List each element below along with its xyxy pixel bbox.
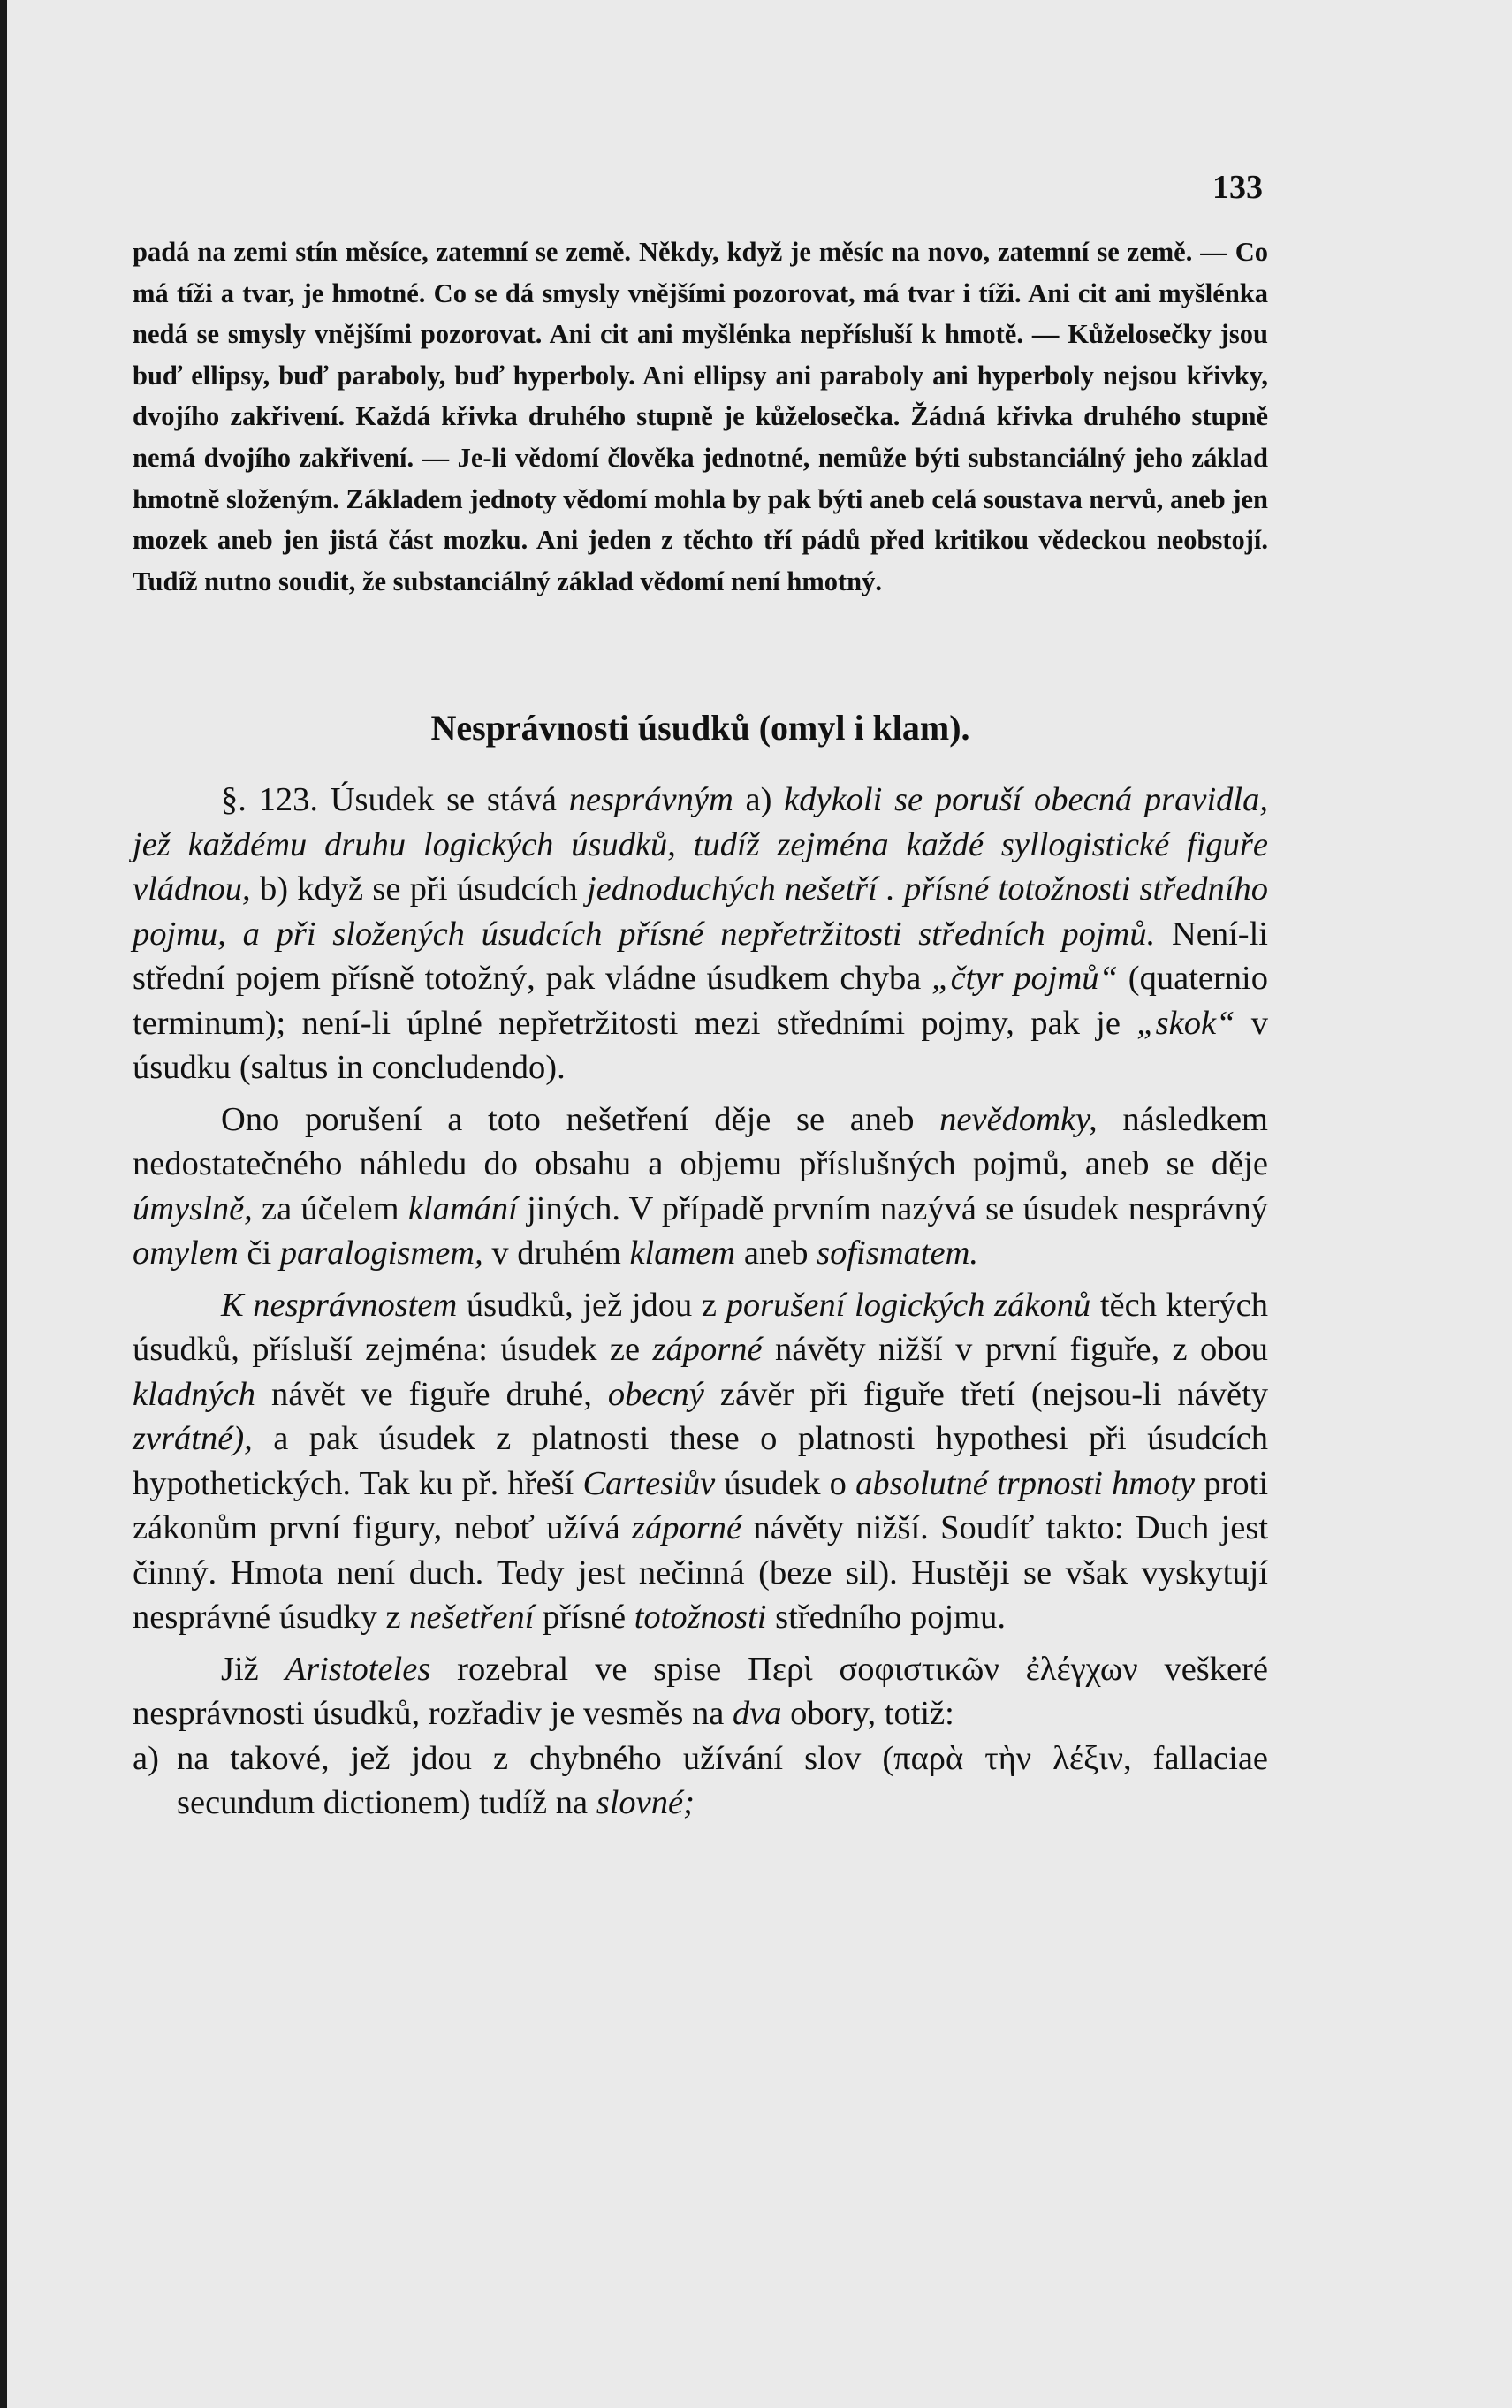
scan-edge xyxy=(0,0,7,2408)
section-heading: Nesprávnosti úsudků (omyl i klam). xyxy=(430,708,970,748)
page-number: 133 xyxy=(1212,169,1263,206)
paragraph-aristoteles: Již Aristoteles rozebral ve spise Περὶ σοφιστικῶν ἐλέγχων veškeré nesprávnosti úsudků, rozřadiv je vesměs na dva obory, totiž: xyxy=(133,1650,1269,1732)
paragraph-ono: Ono porušení a toto nešetření děje se aneb nevědomky, následkem nedostatečného náhledu do obsahu a objemu příslušných pojmů, aneb se děje úmyslně, za účelem klamání jiných. V případě prvním nazývá se úsudek nesprávný omylem či paralogismem, v druhém klamem aneb sofismatem. xyxy=(133,1100,1269,1272)
paragraph-examples: padá na zemi stín měsíce, zatemní se země. Někdy, když je měsíc na novo, zatemní se země. — Co má tíži a tvar, je hmotné. Co se dá smysly vnějšími pozorovat, má tvar i tíži. Ani cit ani myšlénka nedá se smysly vnějšími pozorovat. Ani cit ani myšlénka nepřísluší k hmotě. — Kůželosečky jsou buď ellipsy, buď paraboly, buď hyperboly. Ani ellipsy ani paraboly ani hyperboly nejsou křivky, dvojího zakřivení. Každá křivka druhého stupně je kůželosečka. Žádná křivka druhého stupně nemá dvojího zakřivení. — Je-li vědomí člověka jednotné, nemůže býti substanciálný jeho základ hmotně složeným. Základem jednoty vědomí mohla by pak býti aneb celá soustava nervů, aneb jen mozek aneb jen jistá část mozku. Ani jeden z těchto tří pádů před kritikou vědeckou neobstojí. Tudíž nutno soudit, že substanciálný základ vědomí není hmotný. xyxy=(133,237,1268,596)
paragraph-nespravnostem: K nesprávnostem úsudků, jež jdou z porušení logických zákonů těch kterých úsudků, přísluší zejména: úsudek ze záporné návěty nižší v první figuře, z obou kladných návět ve figuře druhé, obecný závěr při figuře třetí (nejsou-li návěty zvrátné), a pak úsudek z platnosti these o platnosti hypothesi při úsudcích hypothetických. Tak ku př. hřeší Cartesiův úsudek o absolutné trpnosti hmoty proti zákonům první figury, neboť užívá záporné návěty nižší. Soudíť takto: Duch jest činný. Hmota není duch. Tedy jest nečinná (beze sil). Hustěji se však vyskytují nesprávné úsudky z nešetření přísné totožnosti středního pojmu. xyxy=(133,1286,1269,1636)
body-text xyxy=(133,778,1268,1826)
paragraph-section-123: §. 123. Úsudek se stává nesprávným a) kdykoli se poruší obecná pravidla, jež každému druhu logických úsudků, tudíž zejména každé syllogistické figuře vládnou, b) když se při úsudcích jednoduchých nešetří . přísné totožnosti středního pojmu, a při složených úsudcích přísné nepřetržitosti středních pojmů. Není-li střední pojem přísně totožný, pak vládne úsudkem chyba „čtyr pojmů“ (quaternio terminum); není-li úplné nepřetržitosti mezi středními pojmy, pak je „skok“ v úsudku (saltus in concludendo). xyxy=(133,781,1269,1086)
list-item-a: a) na takové, jež jdou z chybného užívání slov (παρὰ τὴν λέξιν, fallaciae secundum dictionem) tudíž na slovné; xyxy=(133,1739,1268,1821)
